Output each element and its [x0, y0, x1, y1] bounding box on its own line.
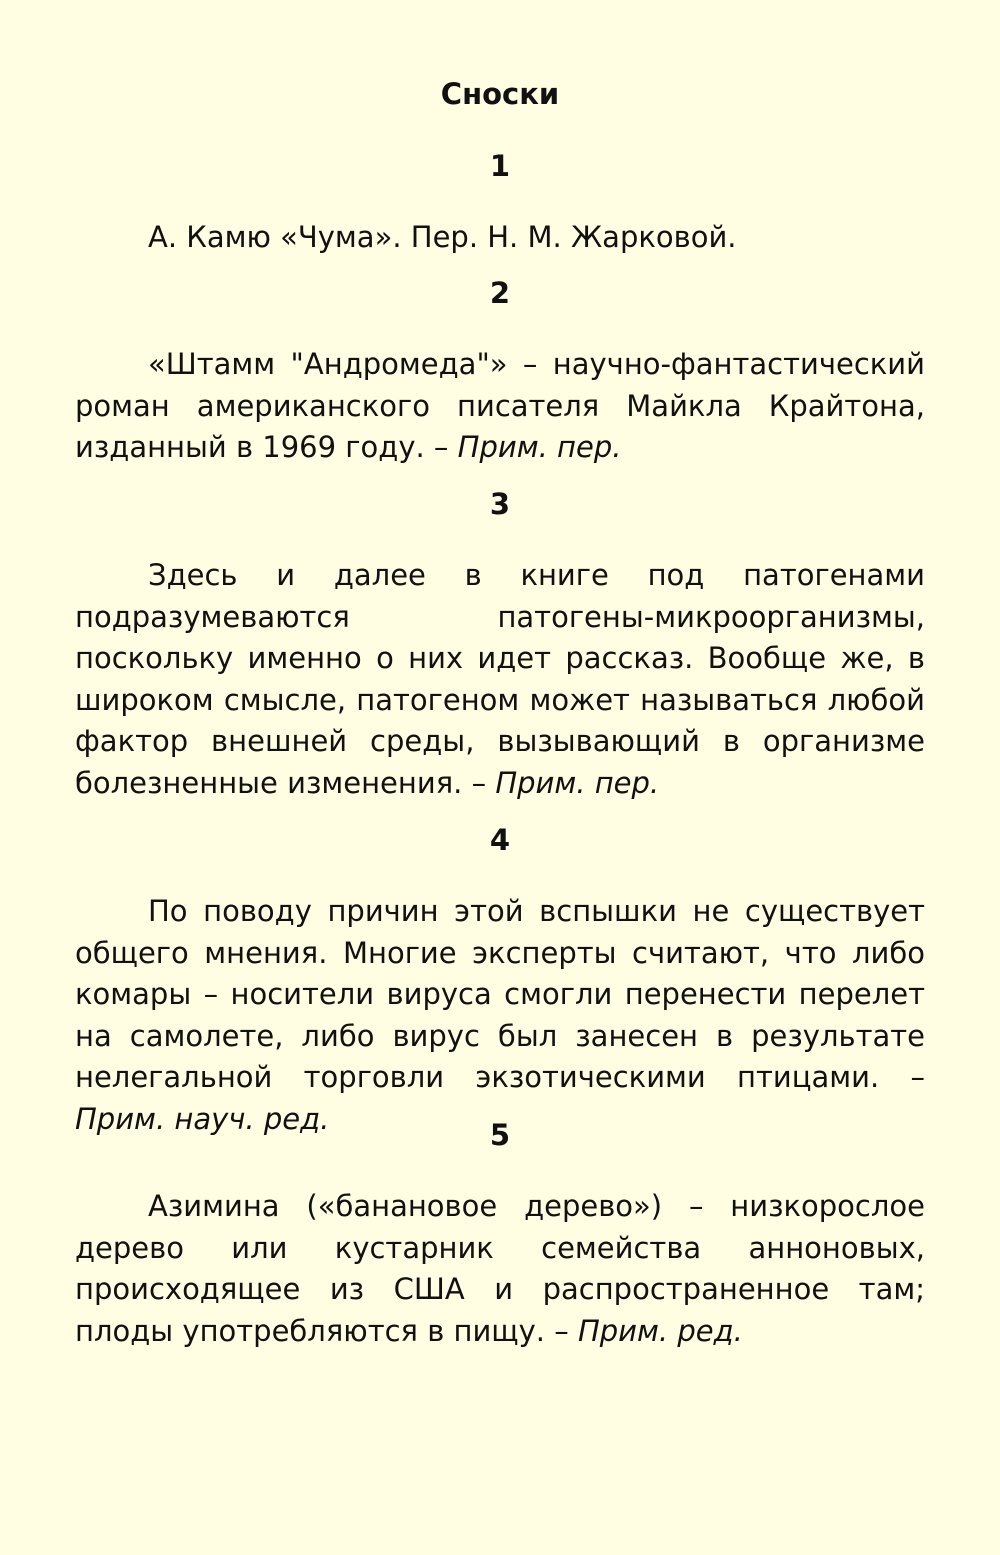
footnote-number: 4 — [489, 823, 511, 857]
footnote-text — [75, 891, 925, 1140]
footnote-text — [75, 1186, 925, 1352]
footnote-text — [75, 344, 925, 469]
footnote-number: 5 — [489, 1118, 511, 1152]
footnote-body: А. Камю «Чума». Пер. Н. М. Жарковой. — [148, 220, 737, 254]
page-title: Сноски — [440, 77, 560, 111]
footnote-number: 2 — [489, 276, 511, 310]
footnote-body: По поводу причин этой вспышки не существует общего мнения. Многие эксперты считают, что либо комары – носители вируса смогли перенести перелет на самолете, либо вирус был занесен в результате нелегальной торговли экзотическими птицами. – — [75, 894, 925, 1094]
footnote-body: Здесь и далее в книге под патогенами подразумеваются патогены-микроорганизмы, поскольку именно о них идет рассказ. Вообще же, в широком смысле, патогеном может называться любой фактор внешней среды, вызывающий в организме болезненные изменения. – — [75, 558, 925, 800]
footnote-number: 1 — [489, 149, 511, 183]
footnote-number: 3 — [489, 487, 511, 521]
footnote-remark: Прим. пер. — [495, 765, 660, 800]
footnote-remark: Прим. пер. — [457, 430, 622, 464]
footnote-remark: Прим. ред. — [577, 1313, 743, 1348]
footnote-body: Азимина («банановое дерево») – низкорослое дерево или кустарник семейства анноновых, происходящее из США и распространенное там; плоды употребляются в пищу. – — [75, 1189, 925, 1348]
footnote-text — [75, 555, 925, 804]
footnote-text — [75, 217, 925, 259]
footnote-remark: Прим. науч. ред. — [75, 1101, 330, 1136]
footnote-body: «Штамм "Андромеда"» – научно-фантастический роман американского писателя Майкла Крайтона, изданный в 1969 году. – — [75, 347, 925, 464]
